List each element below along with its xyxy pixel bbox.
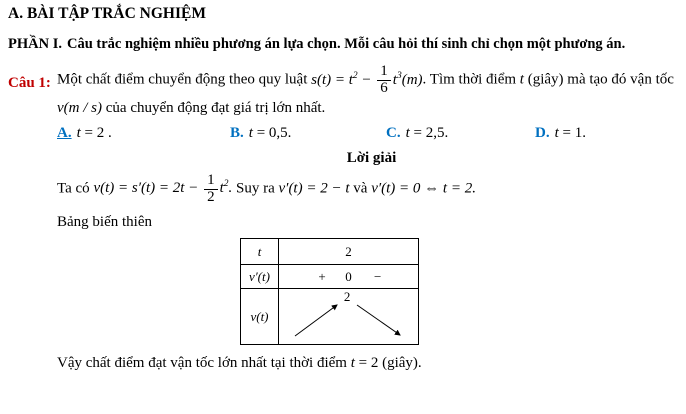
time-variable: t [519,71,524,88]
table-t-value: 2 [345,243,352,259]
option-a-var: t [76,124,81,141]
table-t-label: t [241,239,279,264]
question-text-2: . Tìm thời điểm [422,71,520,88]
option-d-letter: D. [535,124,550,141]
formula-minus: − [357,71,376,88]
option-b [230,125,386,142]
option-b-var: t [248,124,253,141]
fraction-denominator: 6 [380,79,388,96]
sign-plus: + [318,268,326,284]
variation-table-label: Bảng biến thiên [57,214,152,231]
table-t-cell [279,239,418,264]
table-row-t [241,239,418,265]
suy-ra-text: Suy ra [232,180,279,197]
option-a-letter: A. [57,124,72,141]
solution-heading: Lời giải [346,149,397,166]
velocity-exp: 2 [223,179,229,190]
velocity-unit-math: v(m / s) [57,99,102,116]
section-title: A. BÀI TẬP TRẮC NGHIỆM [8,5,206,22]
option-d [535,125,586,142]
vprime-formula: v′(t) = 2 − t [278,180,350,197]
option-d-var: t [554,124,559,141]
velocity-dot: . [228,180,233,197]
formula-lhs: s(t) = t [311,71,353,88]
sign-minus: − [374,268,382,284]
arrow-down [357,305,400,335]
table-v-label: v(t) [241,289,279,344]
table-row-v [241,289,418,344]
option-a [57,125,230,142]
fraction-denominator: 2 [207,188,215,205]
question-text-1: Một chất điểm chuyển động theo quy luật [57,71,312,88]
variation-arrows [279,289,418,344]
vprime-zero-formula: v′(t) = 0 ⇔ t = 2. [371,180,476,197]
va-text: và [349,180,372,197]
table-row-vprime [241,265,418,289]
solution-derivation-line [57,173,686,206]
velocity-formula [93,171,233,205]
sign-zero: 0 [345,268,352,284]
option-c-letter: C. [386,124,401,141]
conclusion-line [57,355,686,372]
conclusion-value: = 2 [354,355,379,372]
fraction-one-sixth [377,64,391,97]
solution-intro: Ta có [57,180,94,197]
velocity-t: t [219,180,224,197]
question-text-4: của chuyển động đạt giá trị lớn nhất. [102,99,326,116]
conclusion-var: t [350,355,355,372]
option-c-var: t [405,124,410,141]
part-text: Câu trắc nghiệm nhiều phương án lựa chọn. Mỗi câu hỏi thí sinh chỉ chọn một phương án. [66,36,626,52]
option-a-value: = 2 . [80,124,112,141]
formula-exp-3: 3 [396,70,402,81]
table-vprime-label: v′(t) [241,265,279,288]
option-d-value: = 1. [558,124,586,141]
option-b-letter: B. [230,124,244,141]
table-max-value: 2 [343,289,351,305]
table-signs-cell [279,265,418,288]
part-heading [8,36,686,53]
part-label: PHẦN I. [8,36,62,52]
question-body [57,64,686,120]
variation-table [240,238,419,345]
formula-t: t [392,71,397,88]
options-row [57,125,686,142]
velocity-lhs: v(t) = s′(t) = 2t − [93,180,203,197]
formula-exp-2: 2 [352,70,358,81]
question-text-3: (giây) mà tạo đó vận tốc [523,71,674,88]
option-c-value: = 2,5. [409,124,449,141]
question-number-label: Câu 1: [8,75,51,91]
fraction-numerator: 1 [204,173,218,190]
fraction-numerator: 1 [377,64,391,81]
position-formula [311,63,423,96]
arrow-up [295,305,337,336]
question-block [8,64,686,120]
table-variation-diagram [279,289,418,344]
fraction-one-half [204,173,218,206]
option-b-value: = 0,5. [252,124,292,141]
conclusion-text: Vậy chất điểm đạt vận tốc lớn nhất tại thời điểm [57,355,351,372]
formula-unit: (m) [401,71,423,88]
conclusion-suffix: (giây). [378,355,422,372]
option-c [386,125,535,142]
